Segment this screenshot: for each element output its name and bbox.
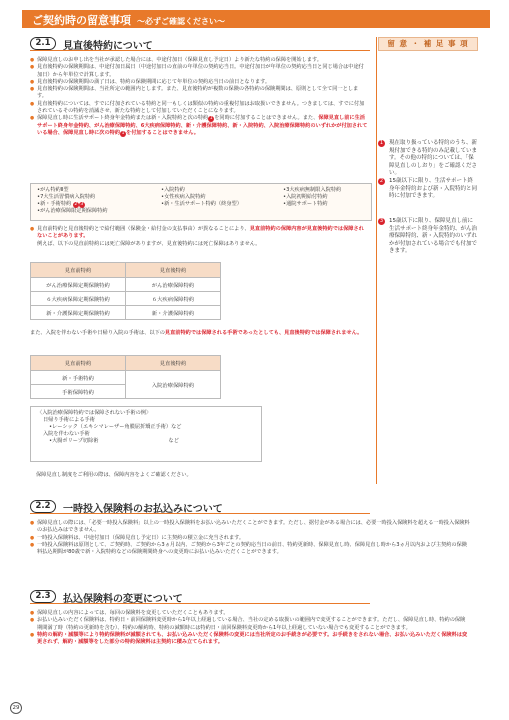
bullet-item: ● 見直後特約については、すでに付加されている特約と同一もしくは類似の特約の重複付加はお取扱いできません。つきましては、すでに付加されているその特約を消滅させ、新たな特約として付加していただくことになります。 [30,101,368,116]
side-column-heading: 留 意 ・ 補 足 事 項 [378,37,478,51]
side-note-3 [378,218,478,256]
section1-benefit-scope [30,226,368,248]
rider-name: 7大生活習慣病入院特約 [40,194,96,200]
table-header-row [31,356,221,371]
bullet-item: ● 保障見直しの内容によっては、毎回の保険料を変更していただくこともあります。 [30,610,470,617]
note-badge: 3 [80,202,84,207]
table-row [31,306,221,320]
bullet-highlight: 保障見直し前に生活サポート終身年金特約、がん治療保障特約、6大疾病保障特約、新・介護保障特約、新・入院特約、入院治療保障特約のいずれかが付加されている場合、保障見直し時に次の特約 [37,115,368,136]
section-title: 一時投入保険料のお払込みについて [63,504,223,515]
rider-list-column [37,187,108,215]
rider-name: がん特約Ⅱ型 [40,187,69,193]
section-title: 払込保険料の変更について [63,594,183,605]
bullet-text: 見直前特約と見直後特約とで給付範囲（保険金・給付金の支払事由）が異なることにより、 [37,226,250,232]
rider-name: 新・手術特約 [40,201,72,207]
table-cell: ６大疾病保障特約 [126,292,221,306]
example-line: 日帰り手術による手術 [43,417,95,423]
side-note-number: 1 [379,140,384,146]
table-cell: 新・介護保障特約 [126,306,221,320]
surgery-note [30,330,368,337]
note-highlight: 見直前特約では保障される手術であったとしても、見直後特約では保障されません。 [164,330,363,336]
table-cell: 手術保障特約 [31,385,126,399]
bullet-item: ● 見直後特約の保険期間の満了日は、特約の保険期間に応じて年単位の契約応当日の前日となります。 [30,79,368,86]
bullet-item: ● 保障見直しのお申し出を当社が承認した場合には、中途付加日（保障見直し予定日）より新たな特約の保障を開始します。 [30,57,368,64]
rider-item: •新・手術特約 2 3 [37,201,84,207]
rider-item: •7大生活習慣病入院特約 [37,194,96,200]
bullet-highlight: 特約の解約・減額等により特約保険料が減額されても、お払い込みいただく保険料の変更には当社所定のお手続きが必要です。お手続きをされない場合、お払い込みいただく保険料は変更されず、解約・減額等をした部分の特約保険料は主契約に積み立てられます。 [37,631,468,646]
rider-list-column [283,187,341,208]
rider-list-column [161,187,242,208]
side-note-2 [378,178,478,201]
table-cell: がん治療保障定期保険特約 [31,278,126,292]
note-text: また、入院を伴わない手術や日帰り入院の手術は、以下の [30,330,165,336]
side-note-number: 2 [379,178,384,184]
rider-item: •女性疾病入院特約 [161,194,206,200]
rider-item: •3大疾病無制限入院特約 [283,187,342,193]
example-item: •大腸ポリープ切除術 [49,438,99,444]
rider-name: 入院初期給付特約 [286,194,328,200]
example-line: •レーシック（エキシマレーザー角膜屈折矯正手術）など [49,424,182,430]
section-title: 見直後特約について [63,41,153,52]
page-subtitle: 〜必ずご確認ください〜 [137,17,225,26]
rider-list-box [30,183,372,221]
section-heading-2-1 [30,37,370,51]
rider-item: •がん特約Ⅱ型 [37,187,69,193]
example-line [37,438,255,445]
page-title [32,12,225,28]
rider-name: 女性疾病入院特約 [164,194,206,200]
page-title-text: ご契約時の留意事項 [32,14,131,27]
side-note-text: 15歳以下に限り、保障見直し前に生活サポート終身年金特約、がん治療保障特約、新・入院特約のいずれかが付加されている場合でも付加できます。 [389,218,478,254]
section2-bullets [30,520,470,556]
table-header-cell: 見直後特約 [126,263,221,278]
side-note-1 [378,140,478,178]
example-suffix: など [168,438,179,444]
page-number: 29 [10,702,22,714]
rider-name: がん治療保障限定期保障特約 [40,208,108,214]
bullet-item [30,226,368,248]
section1-bullets [30,57,368,137]
table-cell: がん治療保障特約 [126,278,221,292]
bullet-item: ● 見直後特約の保険期間は、中途付加日属日（中途付加日の直前の年単位の契約応当日。中途付加日が年単位の契約応当日と同じ場合は中途付加日）から年単位で計算します。 [30,64,368,79]
side-note-number: 3 [379,218,384,224]
note-badge: 1 [121,130,125,136]
section-heading-2-3 [30,590,370,604]
rider-item: •入院初期給付特約 [283,194,328,200]
bullet-item: ● 見直後特約の保険期間は、当社所定の範囲内とします。また、見直後特約が複数の保険の各特約の保険期間は、原則として全て同一とします。 [30,86,368,101]
table-header-cell: 見直後特約 [126,356,221,371]
rider-item: •入院特約 [161,187,185,193]
bullet-text: を同時に付加することはできません。また、 [214,115,319,122]
bullet-item-combined-rider [30,115,368,137]
table-header-cell: 見直前特約 [31,356,126,371]
bullet-text: 保障見直し時に生活サポート終身年金特約または新・入院特約と次の特約 [37,115,209,122]
rider-name: 新・生活サポート特約（終身型） [164,201,242,207]
rider-name: 3大疾病無制限入院特約 [286,187,342,193]
rider-comparison-table-2 [30,355,221,399]
example-title: 〈入院治療保障特約では保障されない手術の例〉 [37,410,152,416]
bullet-item [30,632,470,647]
side-note-text: 15歳以下に限り、生活サポート終身年金特約および新・入院特約と同時に付加できます。 [389,178,478,199]
table-cell: 入院治療保障特約 [126,371,221,399]
bullet-item: ● お払い込みいただく保険料は、特約日・前回保険料変更時から1年以上経過している場合、当社の定める取扱いの範囲内で変更することができます。ただし、保障見直し時、特約の保険期間満了時（特約の更新時を含む）、特約の解約時、特約の減額時には特約日・前回保険料変更時から1年以上経過していない場合でも変更することができます。 [30,617,470,632]
bullet-item: ● 一時投入保険料は、中途付加日（保障見直し予定日）に主契約の積立金に充当されます。 [30,535,470,542]
table-cell: 新・介護保障定期保険特約 [31,306,126,320]
section-number: 2.1 [30,37,56,50]
table-header-cell: 見直前特約 [31,263,126,278]
bullet-highlight: を付加することはできません。 [126,129,199,136]
bullet-text: 例えば、以下の見直前特約には死亡保障がありますが、見直後特約には死亡保障はありません。 [37,240,261,247]
section3-bullets [30,610,470,646]
table-header-row [31,263,221,278]
section-number: 2.2 [30,500,56,513]
note-badge: 1 [209,116,213,122]
bullet-highlight: 見直前特約の保障内容が見直後特約では保障されないことがあります。 [37,226,364,240]
rider-item: •通院サポート特約 [283,201,328,207]
section-heading-2-2 [30,500,370,514]
rider-item: •新・生活サポート特約（終身型） [161,201,242,207]
rider-item: •がん治療保障限定期保障特約 [37,208,108,214]
closing-note: 保障見直し制度をご利用の際は、保障内容をよくご確認ください。 [36,472,192,478]
surgery-example-box [30,406,262,462]
table-row [31,292,221,306]
table-row [31,278,221,292]
table-cell: ６大疾病保障定期保険特約 [31,292,126,306]
note-badge: 2 [74,202,78,207]
example-line: 入院を伴わない手術 [43,431,90,437]
side-column-rule [376,37,377,484]
bullet-item: ● 保障見直しの際には、「必要一時投入保険料」以上の一時投入保険料をお払い込みいただくことができます。ただし、据付金がある場合には、必要一時投入保険料を超える一時投入保険料のお払込みはできません。 [30,520,470,535]
table-row [31,371,221,385]
rider-name: 入院特約 [164,187,185,193]
section-number: 2.3 [30,590,56,603]
rider-comparison-table-1 [30,262,221,320]
bullet-item: ● 一時投入保険料は原則として、ご契約時、ご契約から3ヵ月以内、ご契約から3年ごとの契約応当日の前日、特約更新時、保障見直し時、保障見直し時から3ヵ月以内および主契約の保険料払込期間が80歳で新・入院特約などの保険期間終身への変更時にお払い込みいただくことができます。 [30,542,470,557]
rider-name: 通院サポート特約 [286,201,328,207]
table-cell: 新・手術特約 [31,371,126,385]
side-note-text: 現在取り扱っている特約のうち、新規付加できる特約のみ記載しています。その他の特約については、「保障見直しのしおり」をご確認ください。 [389,140,478,176]
